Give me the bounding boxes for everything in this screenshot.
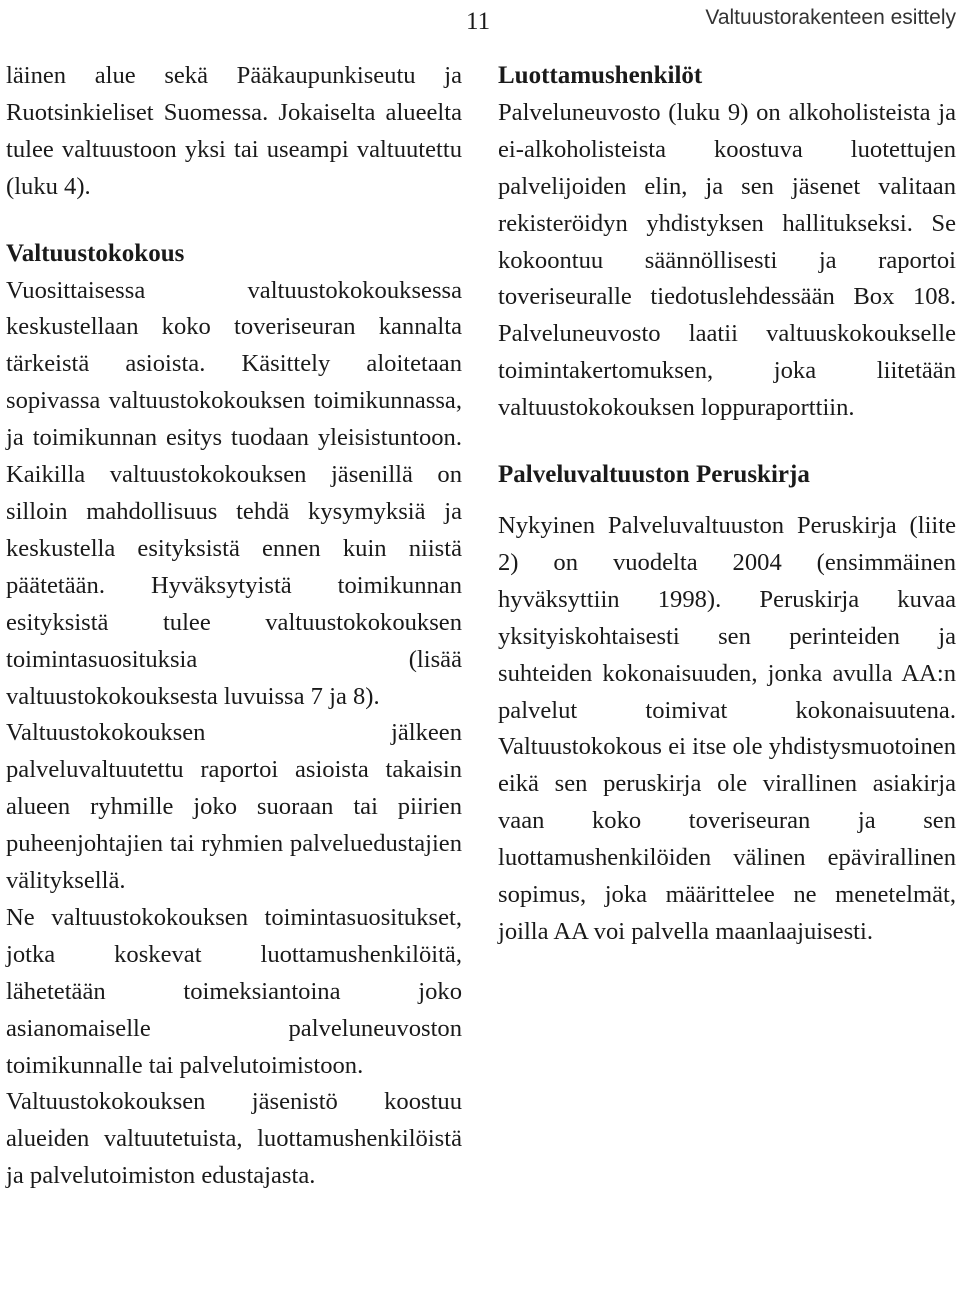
right-column [498, 58, 956, 951]
paragraph-peruskirja: Nykyinen Palveluvaltuuston Peruskirja (liite 2) on vuodelta 2004 (ensimmäinen hyväksyttiin 1998). Peruskirja kuvaa yksityiskohtaisesti sen perinteiden ja suhteiden kokonaisuuden, jonka avulla AA:n palvelut toimivat kokonaisuutena. Valtuustokokous ei itse ole yhdistysmuotoinen eikä sen peruskirja ole virallinen asiakirja vaan koko toveriseuran ja sen luottamushenkilöiden välinen epävirallinen sopimus, joka määrittelee ne menetelmät, joilla AA voi palvella maanlaajuisesti. [498, 511, 956, 945]
paragraph-luottamushenkilot: Palveluneuvosto (luku 9) on alkoholisteista ja ei-alkoholisteista koostuva luotettujen palvelijoiden elin, ja sen jäsenet valitaan rekisteröidyn yhdistyksen hallitukseksi. Se kokoontuu säännöllisesti ja raportoi toveriseuralle tiedotuslehdessään Box 108. Palveluneuvosto laatii valtuuskokoukselle toimintakertomuksen, joka liitetään valtuustokokouksen loppuraporttiin. [498, 98, 956, 422]
section-heading-luottamushenkilot: Luottamushenkilöt [498, 62, 703, 89]
section-heading-valtuustokokous: Valtuustokokous [6, 239, 185, 267]
running-header: Valtuustorakenteen esittely [705, 6, 956, 29]
paragraph-valtuustokokous-3: Ne valtuustokokouksen toimintasuositukset, jotka koskevat luottamushenkilöitä, lähetetään toimeksiantoina joko asianomaiselle palveluneuvoston toimikunnalle tai palvelutoimistoon. [6, 903, 462, 1079]
section-heading-peruskirja: Palveluvaltuuston Peruskirja [498, 461, 810, 489]
paragraph-valtuustokokous-4: Valtuustokokouksen jäsenistö koostuu alueiden valtuutetuista, luottamushenkilöistä ja palvelutoimiston edustajasta. [6, 1088, 462, 1190]
paragraph-valtuustokokous-1: Vuosittaisessa valtuustokokouksessa keskustellaan koko toveriseuran kannalta tärkeistä asioista. Käsittely aloitetaan sopivassa valtuustokokouksen toimikunnassa, ja toimikunnan esitys tuodaan yleisistuntoon. Kaikilla valtuustokokouksen jäsenillä on silloin mahdollisuus tehdä kysymyksiä ja keskustella esityksistä ennen kuin niistä päätetään. Hyväksytyistä toimikunnan esityksistä tulee valtuustokokouksen toimintasuosituksia (lisää valtuustokokouksesta luvuissa 7 ja 8). [6, 276, 462, 710]
spacer [498, 427, 956, 457]
paragraph-valtuustokokous-2: Valtuustokokouksen jälkeen palveluvaltuutettu raportoi asioista takaisin alueen ryhmille joko suoraan tai piirien puheenjohtajien tai ryhmien palveluedustajien välityksellä. [6, 719, 462, 895]
left-column [6, 58, 462, 1195]
page-number: 11 [466, 8, 491, 35]
spacer [498, 494, 956, 508]
spacer [6, 206, 462, 236]
intro-paragraph: läinen alue sekä Pääkaupunkiseutu ja Ruotsinkieliset Suomessa. Jokaiselta alueelta tulee valtuustoon yksi tai useampi valtuutettu (luku 4). [6, 62, 462, 200]
